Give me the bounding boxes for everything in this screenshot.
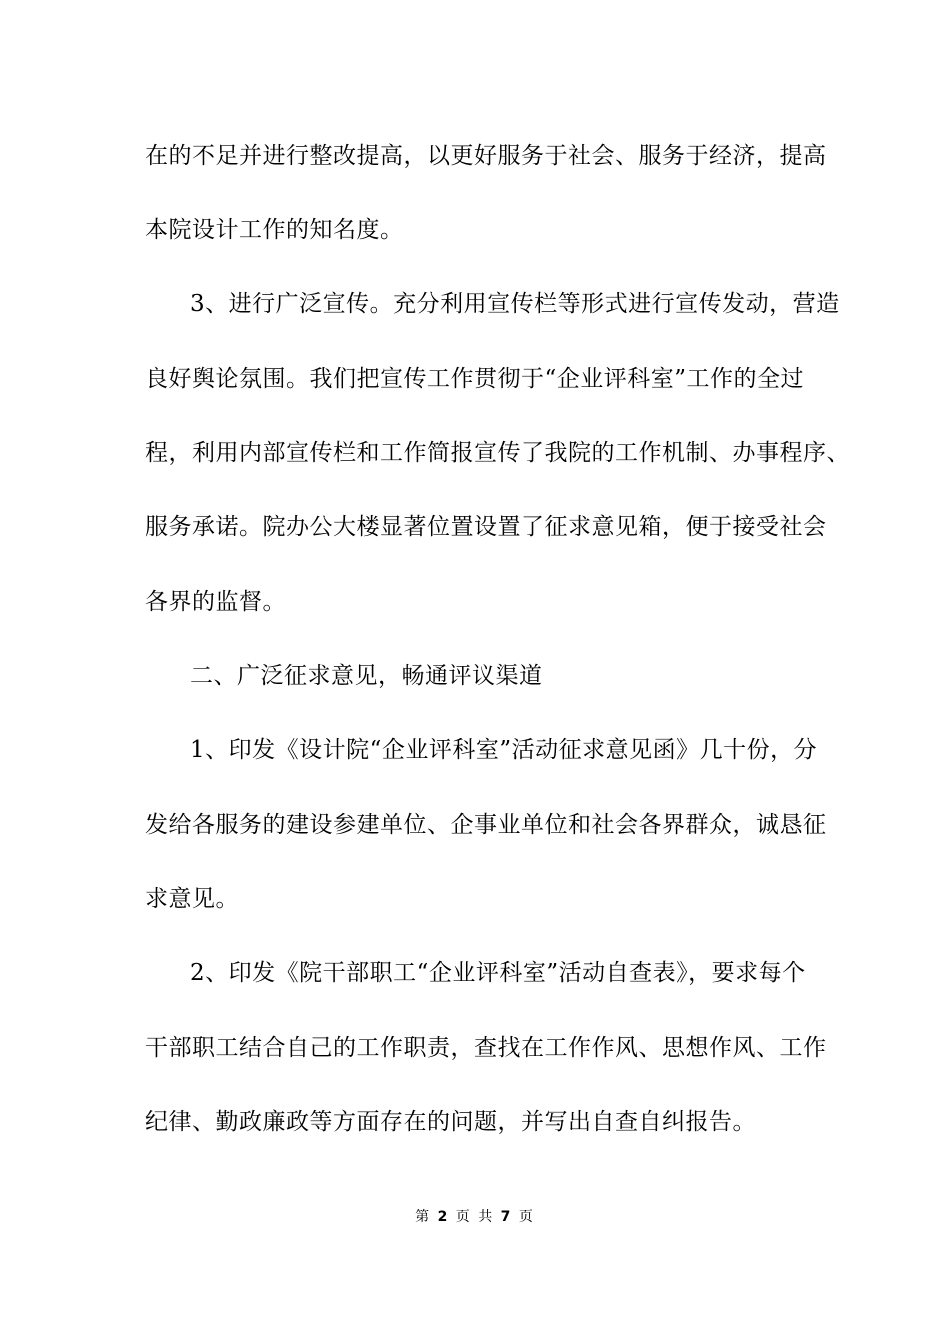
text-line: 2、印发《院干部职工“企业评科室”活动自查表》，要求每个 [190,960,806,986]
total-pages-number: 7 [500,1209,513,1225]
footer-suffix: 页 [518,1209,535,1225]
text-line: 求意见。 [145,886,239,912]
page-footer [0,1208,950,1226]
footer-middle: 页 共 [455,1209,495,1225]
text-line: 在的不足并进行整改提高，以更好服务于社会、服务于经济，提高 [145,143,827,169]
text-line: 纪律、勤政廉政等方面存在的问题，并写出自查自纠报告。 [145,1109,756,1135]
text-line: 3、进行广泛宣传。充分利用宣传栏等形式进行宣传发动，营造 [190,291,840,317]
text-line: 1、印发《设计院“企业评科室”活动征求意见函》几十份，分 [190,737,818,763]
text-line: 干部职工结合自己的工作职责，查找在工作作风、思想作风、工作 [145,1035,827,1061]
text-line: 程，利用内部宣传栏和工作简报宣传了我院的工作机制、办事程序、 [145,440,850,466]
text-line: 本院设计工作的知名度。 [145,217,404,243]
footer-prefix: 第 [415,1209,432,1225]
text-line: 各界的监督。 [145,589,286,615]
text-line: 服务承诺。院办公大楼显著位置设置了征求意见箱，便于接受社会 [145,514,827,540]
text-line: 发给各服务的建设参建单位、企事业单位和社会各界群众，诚恳征 [145,812,827,838]
text-line: 良好舆论氛围。我们把宣传工作贯彻于“企业评科室”工作的全过 [145,366,805,392]
current-page-number: 2 [437,1209,450,1225]
section-heading: 二、广泛征求意见，畅通评议渠道 [190,663,543,689]
